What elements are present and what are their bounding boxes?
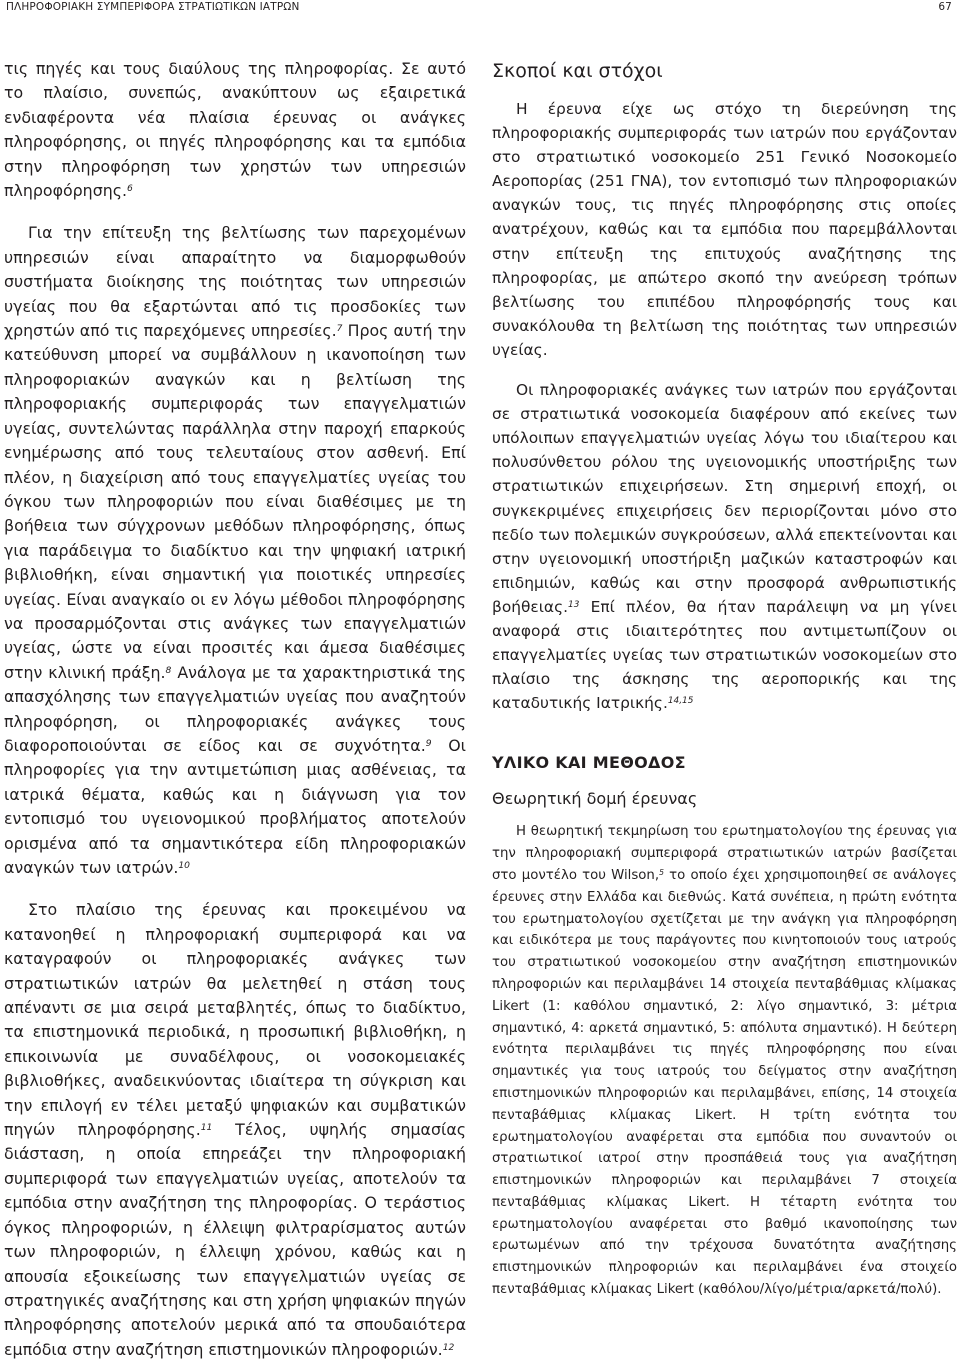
paragraph-questionnaire <box>492 821 957 1301</box>
paragraph-service-quality <box>4 221 466 880</box>
running-header <box>0 0 960 14</box>
text-segment: Προς αυτή την κατεύθυνση μπορεί να συμβάλλουν η ικανοποίηση των πληροφοριακών αναγκών και η βελτίωση της πληροφοριακής συμπεριφοράς των επαγγελματιών υγείας, συντελώντας παράλληλα στην παροχή επαρκούς ενημέρωσης από τους τελευταίους στον ασθενή. Επί πλέον, η διαχείριση από τους επαγγελματίες υγείας του όγκου των πληροφοριών που είναι διαθέσιμες με τη βοήθεια των σύγχρονων μεθόδων πληροφόρησης, όπως για παράδειγμα το διαδίκτυο και την ψηφιακή ιατρική βιβλιοθήκη, είναι σημαντική για ποιοτικές υπηρεσίες υγείας. Είναι αναγκαίο οι εν λόγω μέθοδοι πληροφόρησης να προσαρμόζονται στις ανάγκες των επαγγελματιών υγείας, ώστε να είναι προσιτές και άμεσα διαθέσιμες στην κλινική πράξη. <box>4 321 466 682</box>
section-heading-methods: ΥΛΙΚΟ ΚΑΙ ΜΕΘΟΔΟΣ <box>492 753 686 773</box>
text-segment: Η έρευνα είχε ως στόχο τη διερεύνηση της πληροφοριακής συμπεριφοράς των ιατρών που εργάζονταν στο στρατιωτικό νοσοκομείο 251 Γενικό Νοσοκομείο Αεροπορίας (251 ΓΝΑ), τον εντοπισμό των πληροφοριακών αναγκών τους, τις πηγές πληροφόρησης στις οποίες ανατρέχουν, καθώς και τα εμπόδια που παρεμβάλλονται στην επίτευξη της επιτυχούς αναζήτησης της πληροφορίας, με απώτερο σκοπό την ανεύρεση τρόπων βελτίωσης του επιπέδου πληροφόρησής τους και συνακόλουθα τη βελτίωση της ποιότητας των υπηρεσιών υγείας. <box>492 100 957 359</box>
text-segment: τις πηγές και τους διαύλους της πληροφορίας. Σε αυτό το πλαίσιο, συνεπώς, ανακύπτουν ως εξαιρετικά ενδιαφέροντα νέα πλαίσια έρευνας οι ανάγκες πληροφόρησης, οι πηγές πληροφόρησης και τα εμπόδια στην πληροφόρηση των χρηστών των υπηρεσιών πληροφόρησης. <box>4 59 466 201</box>
citation-ref: 5 <box>659 867 664 877</box>
paragraph-aims <box>492 97 957 362</box>
paragraph-military-needs <box>492 378 957 715</box>
text-segment: Τέλος, υψηλής σημασίας διάσταση, η οποία επηρεάζει την πληροφοριακή συμπεριφορά των επαγγελματιών υγείας, αποτελούν τα εμπόδια στην αναζήτηση της πληροφορίας. Ο τεράστιος όγκος πληροφοριών, η έλλειψη φιλτραρίσματος αυτών των πληροφοριών, η έλλειψη χρόνου, καθώς και η απουσία εξοικείωσης των επαγγελματιών υγείας σε στρατηγικές αναζήτησης και στη χρήση ψηφιακών πηγών πληροφόρησης αποτελούν μερικά από τα σπουδαιότερα εμπόδια στην αναζήτηση επιστημονικών πληροφοριών. <box>4 1120 467 1359</box>
running-title: ΠΛΗΡΟΦΟΡΙΑΚΗ ΣΥΜΠΕΡΙΦΟΡΑ ΣΤΡΑΤΙΩΤΙΚΩΝ ΙΑΤΡΩΝ <box>6 1 300 13</box>
section-title-aims: Σκοποί και στόχοι <box>492 60 663 82</box>
text-segment: Η θεωρητική τεκμηρίωση του ερωτηματολογίου της έρευνας για την πληροφοριακή συμπεριφορά στρατιωτικών ιατρών βασίζεται στο μοντέλο του Wilson, <box>492 824 957 883</box>
text-segment: Ανάλογα με τα χαρακτηριστικά της απασχόλησης των επαγγελματιών υγείας που αναζητούν πληροφόρηση, οι πληροφοριακές ανάγκες τους διαφοροποιούνται σε είδος και σε συχνότητα. <box>4 662 466 755</box>
text-segment: Στο πλαίσιο της έρευνας και προκειμένου να κατανοηθεί η πληροφοριακή συμπεριφορά και να καταγραφούν οι πληροφοριακές ανάγκες των στρατιωτικών ιατρών θα μελετηθεί η στάση τους απέναντι σε μια σειρά μεταβλητές, όπως το διαδίκτυο, τα επιστημονικά περιοδικά, η προσωπική βιβλιοθήκη, η επικοινωνία με συναδέλφους, οι νοσοκομειακές βιβλιοθήκες, αναδεικνύοντας ιδιαίτερα τη σύγκριση και την επιλογή εν τέλει μεταξύ ψηφιακών και συμβατικών πηγών πληροφόρησης. <box>4 900 466 1140</box>
citation-ref: 13 <box>568 599 580 610</box>
left-column <box>4 57 466 1362</box>
citation-ref: 6 <box>127 183 133 194</box>
citation-ref: 14,15 <box>667 696 694 707</box>
text-segment: Οι πληροφοριακές ανάγκες των ιατρών που εργάζονται σε στρατιωτικά νοσοκομεία διαφέρουν από εκείνες των υπόλοιπων επαγγελματιών υγείας λόγω του ιδιαίτερου και πολυσύνθετου ρόλου της υγειονομικής υποστήριξης των στρατιωτικών επιχειρήσεων. Στη σημερινή εποχή, οι συγκεκριμένες επιχειρήσεις δεν περιορίζονται μόνο στο πεδίο των πολεμικών συγκρούσεων, αλλά επεκτείνονται και στην υγειονομική υποστήριξη μαζικών καταστροφών και επιδημιών, καθώς και στην προσφορά ανθρωπιστικής βοήθειας. <box>492 381 957 616</box>
text-segment: Για την επίτευξη της βελτίωσης των παρεχομένων υπηρεσιών είναι απαραίτητο να διαμορφωθούν συστήματα διοίκησης της ποιότητας των υπηρεσιών υγείας που θα εξαρτώνται από τις προσδοκίες των χρηστών από τις παρεχόμενες υπηρεσίες. <box>4 223 466 341</box>
text-segment: Επί πλέον, θα ήταν παράλειψη να μη γίνει αναφορά στις ιδιαιτερότητες που αντιμετωπίζουν οι επαγγελματίες υγείας των στρατιωτικών νοσοκομείων στο πλαίσιο της άσκησης της αεροπορικής και της καταδυτικής Ιατρικής. <box>492 597 957 713</box>
text-segment: Οι πληροφορίες για την αντιμετώπιση μιας ασθένειας, τα ιατρικά θέματα, καθώς και η διάγνωση για τον εντοπισμό του υγειονομικού προβλήματος αποτελούν ορισμένα από τα σημαντικότερα είδη πληροφοριακών αναγκών των ιατρών. <box>4 735 466 877</box>
page-number: 67 <box>938 1 952 13</box>
subheading-theoretical-structure: Θεωρητική δομή έρευνας <box>492 789 698 809</box>
citation-ref: 12 <box>442 1341 455 1353</box>
paragraph-research-context <box>4 898 466 1362</box>
citation-ref: 11 <box>200 1122 213 1134</box>
citation-ref: 8 <box>165 664 172 676</box>
paragraph-continuation <box>4 57 466 203</box>
right-column <box>492 57 957 1301</box>
citation-ref: 10 <box>178 859 190 871</box>
text-segment: το οποίο έχει χρησιμοποιηθεί σε ανάλογες έρευνες στην Ελλάδα και διεθνώς. Κατά συνέπεια, η πρώτη ενότητα του ερωτηματολογίου σχετίζεται με την ανάγκη για πληροφόρηση και ειδικότερα με τους παράγοντες που κινητοποιούν τους ιατρούς του στρατιωτικού νοσοκομείου στην αναζήτηση επιστημονικών πληροφοριών και περιλαμβάνει 14 στοιχεία πενταβάθμιας κλίμακας Likert (1: καθόλου σημαντικό, 2: λίγο σημαντικό, 3: μέτρια σημαντικό, 4: αρκετά σημαντικό, 5: απόλυτα σημαντικό). Η δεύτερη ενότητα περιλαμβάνει τις πηγές πληροφόρησης που είναι σημαντικές για τους ιατρούς του δείγματος στην αναζήτηση επιστημονικών πληροφοριών και περιλαμβάνει, επίσης, 14 στοιχεία πενταβάθμιας κλίμακας Likert. Η τρίτη ενότητα του ερωτηματολογίου αναφέρεται στα εμπόδια που συναντούν οι στρατιωτικοί ιατροί στην προσπάθειά τους για αναζήτηση επιστημονικών πληροφοριών και περιλαμβάνει 7 στοιχεία πενταβάθμιας κλίμακας Likert. Η τέταρτη ενότητα του ερωτηματολογίου αναφέρεται στο βαθμό ικανοποίησης των ερωτωμένων από την τρέχουσα δυνατότητα αναζήτησης επιστημονικών πληροφοριών και περιλαμβάνει ένα στοιχείο πενταβάθμιας κλίμακας Likert (καθόλου/λίγο/μέτρια/αρκετά/πολύ). <box>492 867 957 1298</box>
citation-ref: 7 <box>336 323 343 335</box>
citation-ref: 9 <box>425 737 432 749</box>
